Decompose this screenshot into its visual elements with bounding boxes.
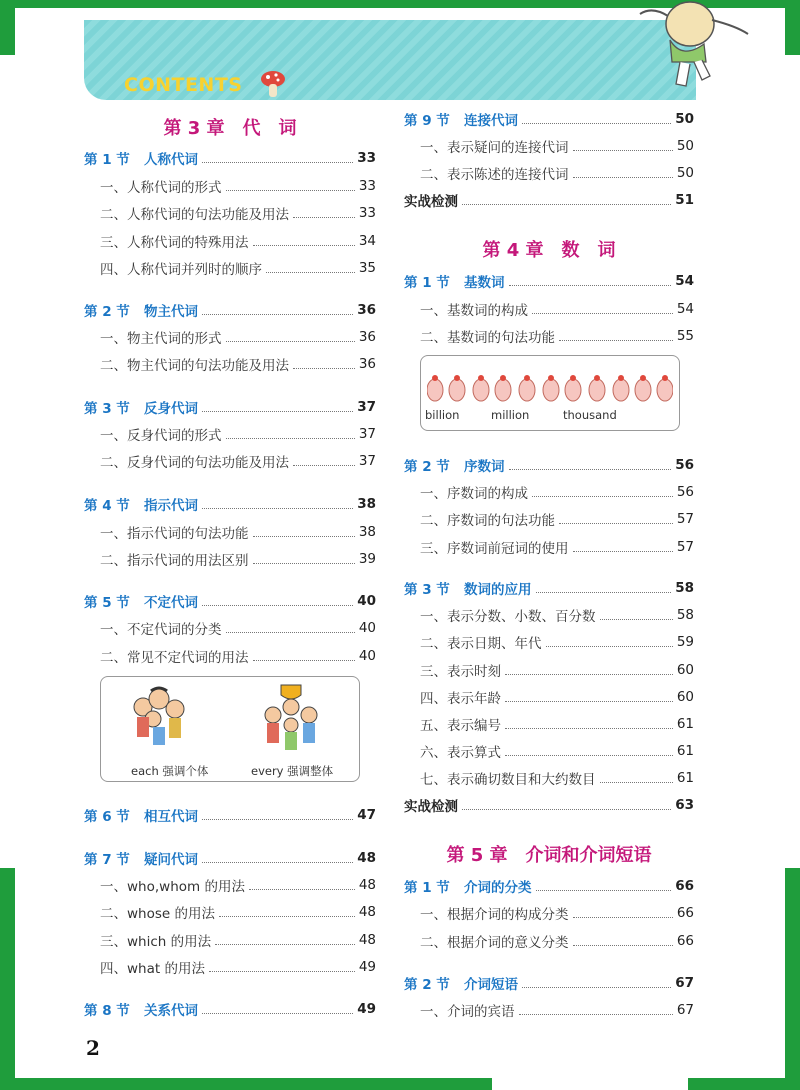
- dot-leader: [226, 181, 355, 191]
- page-number-ref: 63: [675, 797, 694, 813]
- dot-leader: [505, 719, 673, 729]
- dot-leader: [202, 596, 353, 606]
- page-number-ref: 59: [676, 634, 694, 650]
- dot-leader: [462, 800, 671, 810]
- page-number-ref: 48: [358, 932, 376, 948]
- section-number: 第 2 节: [84, 304, 130, 320]
- section-number: 第 5 节: [84, 595, 130, 611]
- dot-leader: [532, 487, 673, 497]
- toc-subsection-row[interactable]: [404, 687, 694, 707]
- page-number-ref: 55: [676, 328, 694, 344]
- page-number-ref: 57: [676, 511, 694, 527]
- dot-leader: [573, 141, 673, 151]
- label-billion: billion: [425, 408, 460, 422]
- toc-entry-title: 四、what 的用法: [100, 961, 205, 977]
- section-number: 第 1 节: [404, 275, 450, 291]
- dot-leader: [215, 935, 355, 945]
- page-number-ref: 61: [676, 716, 694, 732]
- toc-section-row[interactable]: [84, 148, 376, 168]
- dot-leader: [559, 514, 673, 524]
- page-number-ref: 36: [358, 356, 376, 372]
- toc-entry-title: 一、序数词的构成: [420, 486, 528, 502]
- toc-entry-title: 实战检测: [404, 799, 458, 815]
- toc-test-row[interactable]: [404, 795, 694, 815]
- dot-leader: [532, 304, 673, 314]
- toc-subsection-row[interactable]: [404, 537, 694, 557]
- toc-entry-title: 二、序数词的句法功能: [420, 513, 555, 529]
- toc-entry-title: 序数词: [464, 459, 505, 475]
- contents-title: CONTENTS: [124, 74, 243, 96]
- page-number-ref: 38: [358, 524, 376, 540]
- page-number-ref: 58: [675, 580, 694, 596]
- dot-leader: [293, 456, 355, 466]
- frame-bottom-left: [0, 868, 15, 1090]
- dot-leader: [266, 263, 355, 273]
- chick-2: [473, 379, 489, 401]
- chick-comb-8: [618, 375, 624, 381]
- chick-4: [519, 379, 535, 401]
- toc-subsection-row[interactable]: [404, 326, 694, 346]
- dot-leader: [202, 305, 353, 315]
- toc-entry-title: 三、序数词前冠词的使用: [420, 541, 569, 557]
- chick-3: [495, 379, 511, 401]
- chick-comb-3: [500, 375, 506, 381]
- toc-subsection-row[interactable]: [84, 231, 376, 251]
- toc-subsection-row[interactable]: [404, 931, 694, 951]
- chick-9: [635, 379, 651, 401]
- dot-leader: [253, 236, 355, 246]
- dot-leader: [573, 936, 673, 946]
- toc-entry-title: 介词短语: [464, 977, 518, 993]
- page-number-ref: 61: [676, 770, 694, 786]
- section-number: 第 2 节: [404, 459, 450, 475]
- caption-each: each 强调个体: [131, 764, 209, 778]
- toc-entry-title: 七、表示确切数目和大约数目: [420, 772, 596, 788]
- page-number-ref: 60: [676, 662, 694, 678]
- dot-leader: [249, 880, 355, 890]
- toc-section-row[interactable]: [404, 455, 694, 475]
- dot-leader: [209, 962, 355, 972]
- toc-entry-title: 二、表示日期、年代: [420, 636, 542, 652]
- page-number-ref: 40: [358, 620, 376, 636]
- chick-comb-0: [432, 375, 438, 381]
- toc-entry-title: 一、表示疑问的连接代词: [420, 140, 569, 156]
- toc-subsection-row[interactable]: [84, 176, 376, 196]
- page-number-ref: 67: [675, 975, 694, 991]
- page-number-ref: 66: [675, 878, 694, 894]
- page-number-ref: 56: [675, 457, 694, 473]
- toc-entry-title: 二、人称代词的句法功能及用法: [100, 207, 289, 223]
- toc-entry-title: 二、反身代词的句法功能及用法: [100, 455, 289, 471]
- chapter-5-heading: 第 5 章 介词和介词短语: [446, 845, 652, 866]
- page-number-ref: 57: [676, 539, 694, 555]
- frame-bottom-bar-1: [0, 1078, 492, 1090]
- white-tab-curve: [376, 100, 406, 118]
- section-number: 第 9 节: [404, 113, 450, 129]
- toc-section-row[interactable]: [84, 805, 376, 825]
- toc-subsection-row[interactable]: [84, 549, 376, 569]
- page-number-ref: 39: [358, 551, 376, 567]
- toc-subsection-row[interactable]: [84, 424, 376, 444]
- section-number: 第 3 节: [404, 582, 450, 598]
- dot-leader: [293, 359, 355, 369]
- section-number: 第 7 节: [84, 852, 130, 868]
- toc-entry-title: 六、表示算式: [420, 745, 501, 761]
- caption-every: every 强调整体: [251, 764, 334, 778]
- toc-entry-title: 二、常见不定代词的用法: [100, 650, 249, 666]
- page-number: 2: [86, 1036, 100, 1060]
- toc-entry-title: 一、根据介词的构成分类: [420, 907, 569, 923]
- page-number-ref: 50: [676, 165, 694, 181]
- section-number: 第 1 节: [84, 152, 130, 168]
- frame-top-right: [785, 0, 800, 55]
- toc-entry-title: 三、which 的用法: [100, 934, 212, 950]
- kids-group-icon: [123, 685, 193, 755]
- toc-entry-title: 五、表示编号: [420, 718, 501, 734]
- toc-subsection-row[interactable]: [404, 903, 694, 923]
- toc-section-row[interactable]: [404, 876, 694, 896]
- toc-subsection-row[interactable]: [84, 451, 376, 471]
- toc-section-row[interactable]: [84, 397, 376, 417]
- mushroom-icon: [258, 68, 288, 100]
- page-number-ref: 48: [357, 850, 376, 866]
- page-number-ref: 48: [358, 877, 376, 893]
- page-number-ref: 37: [358, 453, 376, 469]
- dot-leader: [536, 583, 672, 593]
- toc-entry-title: 四、表示年龄: [420, 691, 501, 707]
- toc-entry-title: 一、不定代词的分类: [100, 622, 222, 638]
- frame-bottom-right: [785, 868, 800, 1090]
- toc-subsection-row[interactable]: [84, 522, 376, 542]
- page-number-ref: 50: [676, 138, 694, 154]
- illustration-number-units: [420, 355, 680, 431]
- label-million: million: [491, 408, 530, 422]
- page-number-ref: 33: [357, 150, 376, 166]
- dot-leader: [202, 853, 353, 863]
- page-number-ref: 36: [357, 302, 376, 318]
- dot-leader: [253, 554, 355, 564]
- toc-section-row[interactable]: [84, 494, 376, 514]
- toc-entry-title: 二、指示代词的用法区别: [100, 553, 249, 569]
- page-number-ref: 35: [358, 260, 376, 276]
- dot-leader: [573, 542, 673, 552]
- toc-subsection-row[interactable]: [404, 714, 694, 734]
- toc-subsection-row[interactable]: [84, 203, 376, 223]
- chapter-3-heading: 第 3 章 代 词: [163, 118, 297, 139]
- section-number: 第 8 节: [84, 1003, 130, 1019]
- toc-entry-title: 介词的分类: [464, 880, 532, 896]
- chick-comb-10: [662, 375, 668, 381]
- toc-entry-title: 连接代词: [464, 113, 518, 129]
- toc-subsection-row[interactable]: [84, 902, 376, 922]
- page-number-ref: 40: [358, 648, 376, 664]
- toc-entry-title: 一、基数词的构成: [420, 303, 528, 319]
- toc-section-row[interactable]: [84, 999, 376, 1019]
- page-number-ref: 56: [676, 484, 694, 500]
- toc-entry-title: 一、表示分数、小数、百分数: [420, 609, 596, 625]
- dot-leader: [546, 637, 673, 647]
- toc-entry-title: 一、物主代词的形式: [100, 331, 222, 347]
- page-number-ref: 33: [358, 178, 376, 194]
- chick-comb-2: [478, 375, 484, 381]
- toc-subsection-row[interactable]: [404, 1000, 694, 1020]
- dot-leader: [202, 1004, 353, 1014]
- toc-entry-title: 一、who,whom 的用法: [100, 879, 245, 895]
- page-number-ref: 54: [675, 273, 694, 289]
- chick-7: [589, 379, 605, 401]
- page-number-ref: 61: [676, 743, 694, 759]
- page-number-ref: 50: [675, 111, 694, 127]
- toc-entry-title: 一、人称代词的形式: [100, 180, 222, 196]
- chick-8: [613, 379, 629, 401]
- toc-entry-title: 二、根据介词的意义分类: [420, 935, 569, 951]
- dot-leader: [505, 665, 673, 675]
- toc-subsection-row[interactable]: [404, 299, 694, 319]
- dot-leader: [202, 402, 353, 412]
- chick-comb-1: [454, 375, 460, 381]
- toc-entry-title: 指示代词: [144, 498, 198, 514]
- page-number-ref: 33: [358, 205, 376, 221]
- toc-section-row[interactable]: [84, 300, 376, 320]
- toc-entry-title: 三、表示时刻: [420, 664, 501, 680]
- dot-leader: [522, 978, 671, 988]
- toc-subsection-row[interactable]: [84, 646, 376, 666]
- chick-comb-5: [548, 375, 554, 381]
- chick-10: [657, 379, 673, 401]
- toc-section-row[interactable]: [404, 271, 694, 291]
- frame-top-left: [0, 0, 15, 55]
- dot-leader: [293, 208, 355, 218]
- illustration-each-every: [100, 676, 360, 782]
- chick-comb-4: [524, 375, 530, 381]
- chick-1: [449, 379, 465, 401]
- dot-leader: [202, 499, 353, 509]
- dot-leader: [522, 114, 671, 124]
- toc-entry-title: 基数词: [464, 275, 505, 291]
- toc-subsection-row[interactable]: [404, 136, 694, 156]
- dot-leader: [600, 610, 673, 620]
- dot-leader: [559, 331, 673, 341]
- chick-row-icon: [427, 370, 673, 406]
- toc-subsection-row[interactable]: [84, 258, 376, 278]
- toc-subsection-row[interactable]: [404, 768, 694, 788]
- toc-subsection-row[interactable]: [404, 605, 694, 625]
- dot-leader: [509, 460, 672, 470]
- dot-leader: [505, 746, 673, 756]
- toc-entry-title: 一、指示代词的句法功能: [100, 526, 249, 542]
- dot-leader: [600, 773, 673, 783]
- dot-leader: [226, 429, 355, 439]
- dot-leader: [202, 810, 353, 820]
- dot-leader: [462, 195, 671, 205]
- toc-section-row[interactable]: [84, 591, 376, 611]
- chick-0: [427, 379, 443, 401]
- page-number-ref: 40: [357, 593, 376, 609]
- page-number-ref: 48: [358, 904, 376, 920]
- toc-entry-title: 物主代词: [144, 304, 198, 320]
- section-number: 第 2 节: [404, 977, 450, 993]
- dot-leader: [519, 1005, 673, 1015]
- dot-leader: [253, 651, 355, 661]
- page-number-ref: 37: [357, 399, 376, 415]
- toc-entry-title: 数词的应用: [464, 582, 532, 598]
- toc-subsection-row[interactable]: [84, 875, 376, 895]
- toc-section-row[interactable]: [84, 848, 376, 868]
- toc-subsection-row[interactable]: [404, 482, 694, 502]
- toc-entry-title: 二、物主代词的句法功能及用法: [100, 358, 289, 374]
- chick-6: [565, 379, 581, 401]
- toc-entry-title: 四、人称代词并列时的顺序: [100, 262, 262, 278]
- toc-entry-title: 反身代词: [144, 401, 198, 417]
- toc-entry-title: 二、表示陈述的连接代词: [420, 167, 569, 183]
- chapter-4-heading: 第 4 章 数 词: [482, 240, 616, 261]
- page-number-ref: 60: [676, 689, 694, 705]
- dot-leader: [505, 692, 673, 702]
- page-number-ref: 58: [676, 607, 694, 623]
- dot-leader: [536, 881, 672, 891]
- toc-entry-title: 关系代词: [144, 1003, 198, 1019]
- label-thousand: thousand: [563, 408, 617, 422]
- dot-leader: [219, 907, 355, 917]
- section-number: 第 6 节: [84, 809, 130, 825]
- trophy-kids-icon: [251, 681, 331, 755]
- page-number-ref: 66: [676, 933, 694, 949]
- page-number-ref: 51: [675, 192, 694, 208]
- dot-leader: [253, 527, 355, 537]
- toc-subsection-row[interactable]: [404, 741, 694, 761]
- page-number-ref: 49: [358, 959, 376, 975]
- dot-leader: [202, 153, 353, 163]
- toc-entry-title: 一、反身代词的形式: [100, 428, 222, 444]
- chick-comb-6: [570, 375, 576, 381]
- toc-subsection-row[interactable]: [84, 354, 376, 374]
- cartoon-character-icon: [632, 0, 752, 92]
- page-number-ref: 49: [357, 1001, 376, 1017]
- page-number-ref: 66: [676, 905, 694, 921]
- toc-subsection-row[interactable]: [404, 163, 694, 183]
- dot-leader: [226, 623, 355, 633]
- toc-subsection-row[interactable]: [404, 660, 694, 680]
- toc-entry-title: 二、whose 的用法: [100, 906, 215, 922]
- dot-leader: [573, 168, 673, 178]
- toc-section-row[interactable]: [404, 578, 694, 598]
- page-number-ref: 54: [676, 301, 694, 317]
- toc-subsection-row[interactable]: [84, 930, 376, 950]
- toc-entry-title: 不定代词: [144, 595, 198, 611]
- section-number: 第 4 节: [84, 498, 130, 514]
- dot-leader: [226, 332, 355, 342]
- toc-subsection-row[interactable]: [84, 327, 376, 347]
- page-number-ref: 47: [357, 807, 376, 823]
- toc-entry-title: 人称代词: [144, 152, 198, 168]
- toc-entry-title: 相互代词: [144, 809, 198, 825]
- toc-subsection-row[interactable]: [84, 957, 376, 977]
- toc-entry-title: 二、基数词的句法功能: [420, 330, 555, 346]
- chick-comb-7: [594, 375, 600, 381]
- toc-test-row[interactable]: [404, 190, 694, 210]
- toc-section-row[interactable]: [404, 973, 694, 993]
- page-number-ref: 38: [357, 496, 376, 512]
- section-number: 第 1 节: [404, 880, 450, 896]
- toc-subsection-row[interactable]: [404, 632, 694, 652]
- chick-comb-9: [640, 375, 646, 381]
- page-number-ref: 37: [358, 426, 376, 442]
- toc-entry-title: 疑问代词: [144, 852, 198, 868]
- page-number-ref: 34: [358, 233, 376, 249]
- dot-leader: [573, 908, 673, 918]
- page-number-ref: 67: [676, 1002, 694, 1018]
- chick-5: [543, 379, 559, 401]
- toc-section-row[interactable]: [404, 109, 694, 129]
- toc-subsection-row[interactable]: [84, 618, 376, 638]
- toc-entry-title: 三、人称代词的特殊用法: [100, 235, 249, 251]
- frame-bottom-bar-2: [688, 1078, 800, 1090]
- page-number-ref: 36: [358, 329, 376, 345]
- toc-entry-title: 一、介词的宾语: [420, 1004, 515, 1020]
- dot-leader: [509, 276, 672, 286]
- toc-subsection-row[interactable]: [404, 509, 694, 529]
- toc-entry-title: 实战检测: [404, 194, 458, 210]
- section-number: 第 3 节: [84, 401, 130, 417]
